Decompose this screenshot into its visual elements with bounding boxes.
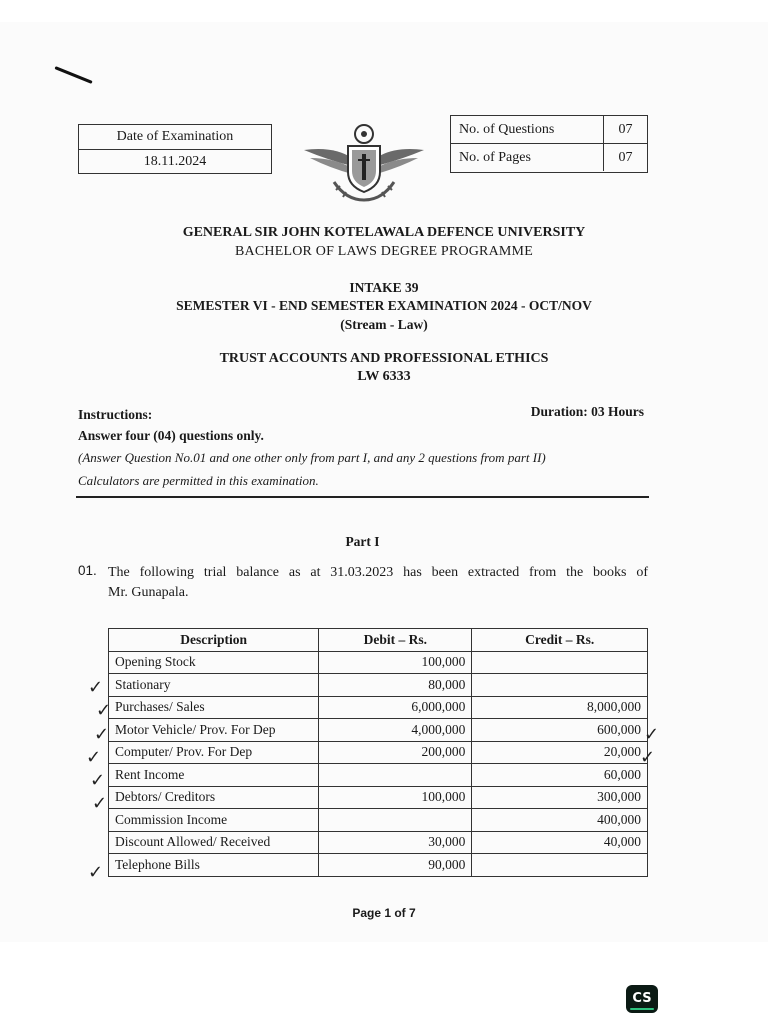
cell-credit: 40,000	[472, 831, 648, 854]
university-name: GENERAL SIR JOHN KOTELAWALA DEFENCE UNIVERSITY	[182, 225, 586, 240]
question-text-line1: The following trial balance as at 31.03.2023 has been extracted from the books of	[108, 565, 648, 580]
cell-debit: 6,000,000	[319, 696, 472, 719]
cell-debit	[319, 764, 472, 787]
cell-debit: 80,000	[319, 674, 472, 697]
handwritten-tick-icon: ✓	[86, 747, 102, 768]
cell-debit: 200,000	[319, 741, 472, 764]
cell-description: Commission Income	[109, 809, 319, 832]
table-row	[109, 741, 648, 764]
table-row	[109, 764, 648, 787]
table-row	[109, 854, 648, 877]
table-row	[109, 696, 648, 719]
duration-label: Duration: 03 Hours	[530, 404, 644, 419]
exam-date-box	[78, 124, 272, 174]
cell-description: Computer/ Prov. For Dep	[109, 741, 319, 764]
table-row	[109, 651, 648, 674]
cell-debit: 90,000	[319, 854, 472, 877]
exam-page	[0, 22, 768, 942]
questions-count-value: 07	[618, 122, 633, 137]
column-header-debit: Debit – Rs.	[319, 629, 472, 652]
question-number: 01.	[78, 563, 97, 578]
exam-date-label: Date of Examination	[79, 125, 271, 150]
pages-count-label: No. of Pages	[451, 144, 604, 171]
part-heading: Part I	[345, 534, 380, 549]
exam-meta-box	[450, 115, 648, 173]
subject-code: LW 6333	[357, 369, 411, 384]
cell-description: Motor Vehicle/ Prov. For Dep	[109, 719, 319, 742]
subject-title: TRUST ACCOUNTS AND PROFESSIONAL ETHICS	[219, 351, 549, 366]
column-header-credit: Credit – Rs.	[472, 629, 648, 652]
cell-credit: 60,000	[472, 764, 648, 787]
trial-balance-table	[108, 628, 648, 877]
table-row	[109, 786, 648, 809]
page-number: Page 1 of 7	[352, 906, 416, 920]
cell-credit: 400,000	[472, 809, 648, 832]
column-header-description: Description	[109, 629, 319, 652]
instructions-label: Instructions:	[78, 407, 153, 422]
table-row	[109, 831, 648, 854]
cell-credit: 300,000	[472, 786, 648, 809]
cell-debit: 100,000	[319, 651, 472, 674]
handwritten-tick-icon: ✓	[640, 747, 656, 768]
handwritten-tick-icon: ✓	[90, 770, 106, 791]
handwritten-tick-icon: ✓	[644, 724, 660, 745]
cell-description: Rent Income	[109, 764, 319, 787]
cell-credit: 600,000	[472, 719, 648, 742]
cell-credit: 8,000,000	[472, 696, 648, 719]
handwritten-tick-icon: ✓	[88, 677, 104, 698]
answer-instruction: Answer four (04) questions only.	[78, 428, 264, 443]
pages-count-value: 07	[618, 150, 633, 165]
intake-label: INTAKE 39	[349, 280, 419, 295]
cell-debit: 100,000	[319, 786, 472, 809]
answer-note: (Answer Question No.01 and one other only from part I, and any 2 questions from part II)	[78, 450, 546, 465]
handwritten-tick-icon: ✓	[92, 793, 108, 814]
handwritten-tick-icon: ✓	[88, 862, 104, 883]
cell-debit: 30,000	[319, 831, 472, 854]
cell-description: Telephone Bills	[109, 854, 319, 877]
cell-description: Opening Stock	[109, 651, 319, 674]
table-header-row	[109, 629, 648, 652]
cell-credit	[472, 854, 648, 877]
cell-credit	[472, 674, 648, 697]
cell-description: Purchases/ Sales	[109, 696, 319, 719]
cell-debit: 4,000,000	[319, 719, 472, 742]
questions-count-label: No. of Questions	[451, 116, 604, 143]
divider	[76, 496, 649, 498]
university-crest-icon	[300, 120, 428, 206]
handwritten-tick-icon: ✓	[94, 724, 110, 745]
stream-label: (Stream - Law)	[340, 317, 428, 332]
cell-credit: 20,000	[472, 741, 648, 764]
table-row	[109, 719, 648, 742]
table-row	[109, 674, 648, 697]
cell-description: Stationary	[109, 674, 319, 697]
cell-credit	[472, 651, 648, 674]
cell-description: Debtors/ Creditors	[109, 786, 319, 809]
exam-title: SEMESTER VI - END SEMESTER EXAMINATION 2024 - OCT/NOV	[176, 298, 592, 313]
table-row	[109, 809, 648, 832]
camscanner-logo-icon: CS	[626, 985, 658, 1013]
handwritten-tick-icon: ✓	[96, 700, 112, 721]
programme-name: BACHELOR OF LAWS DEGREE PROGRAMME	[235, 244, 533, 259]
cell-debit	[319, 809, 472, 832]
question-text-line2: Mr. Gunapala.	[108, 585, 189, 600]
pen-mark	[54, 66, 92, 84]
calculator-note: Calculators are permitted in this examination.	[78, 473, 319, 488]
cell-description: Discount Allowed/ Received	[109, 831, 319, 854]
exam-date-value: 18.11.2024	[143, 154, 207, 169]
